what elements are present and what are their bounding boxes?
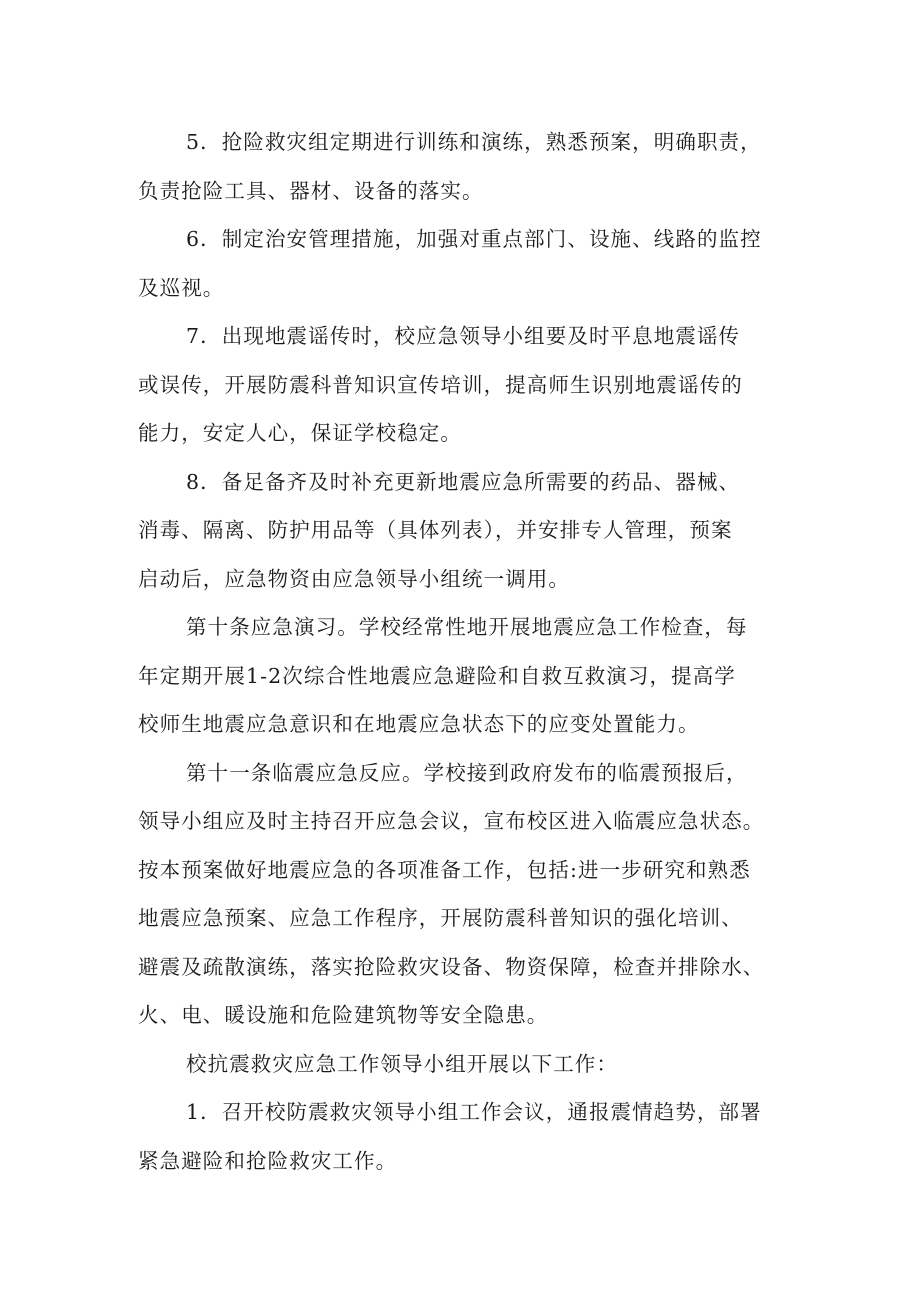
paragraph-item-7 — [138, 312, 804, 458]
text-line: 1．召开校防震救灾领导小组工作会议，通报震情趋势，部署 — [186, 1100, 762, 1124]
text-line: 领导小组应及时主持召开应急会议，宣布校区进入临震应急状态。 — [138, 809, 765, 833]
text-line: 能力，安定人心，保证学校稳定。 — [138, 421, 462, 445]
text-line: 及巡视。 — [138, 275, 225, 300]
text-line: 消毒、隔离、防护用品等（具体列表），并安排专人管理，预案 — [138, 518, 733, 542]
text-line: 8．备足备齐及时补充更新地震应急所需要的药品、器械、 — [186, 469, 741, 494]
text-line: 火、电、暖设施和危险建筑物等安全隐患。 — [138, 1003, 549, 1027]
text-line: 启动后，应急物资由应急领导小组统一调用。 — [138, 566, 570, 591]
text-line: 负责抢险工具、器材、设备的落实。 — [138, 178, 484, 203]
text-line: 紧急避险和抢险救灾工作。 — [138, 1148, 398, 1173]
paragraph-article-11 — [138, 749, 804, 1040]
text-line: 或误传，开展防震科普知识宣传培训，提高师生识别地震谣传的 — [138, 372, 743, 397]
text-line: 第十一条临震应急反应。学校接到政府发布的临震预报后， — [186, 760, 748, 785]
text-line: 校抗震救灾应急工作领导小组开展以下工作： — [186, 1051, 618, 1076]
text-line: 校师生地震应急意识和在地震应急状态下的应变处置能力。 — [138, 712, 700, 736]
text-line: 地震应急预案、应急工作程序，开展防震科普知识的强化培训、 — [138, 906, 743, 930]
text-line: 7．出现地震谣传时，校应急领导小组要及时平息地震谣传 — [186, 324, 741, 348]
paragraph-item-5 — [138, 118, 804, 215]
text-line: 按本预案做好地震应急的各项准备工作，包括:进一步研究和熟悉 — [138, 857, 751, 882]
text-line: 5．抢险救灾组定期进行训练和演练，熟悉预案，明确职责， — [186, 130, 762, 154]
paragraph-item-6 — [138, 215, 804, 312]
paragraph-article-10 — [138, 603, 804, 749]
text-line: 避震及疏散演练，落实抢险救灾设备、物资保障，检查并排除水、 — [138, 954, 765, 979]
paragraph-leader-group-intro — [138, 1040, 804, 1089]
text-line: 第十条应急演习。学校经常性地开展地震应急工作检查，每 — [186, 615, 748, 639]
text-line: 年定期开展1-2次综合性地震应急避险和自救互救演习，提高学 — [138, 663, 736, 688]
paragraph-item-8 — [138, 458, 804, 604]
text-line: 6．制定治安管理措施，加强对重点部门、设施、线路的监控 — [186, 227, 762, 251]
paragraph-task-1 — [138, 1088, 804, 1185]
